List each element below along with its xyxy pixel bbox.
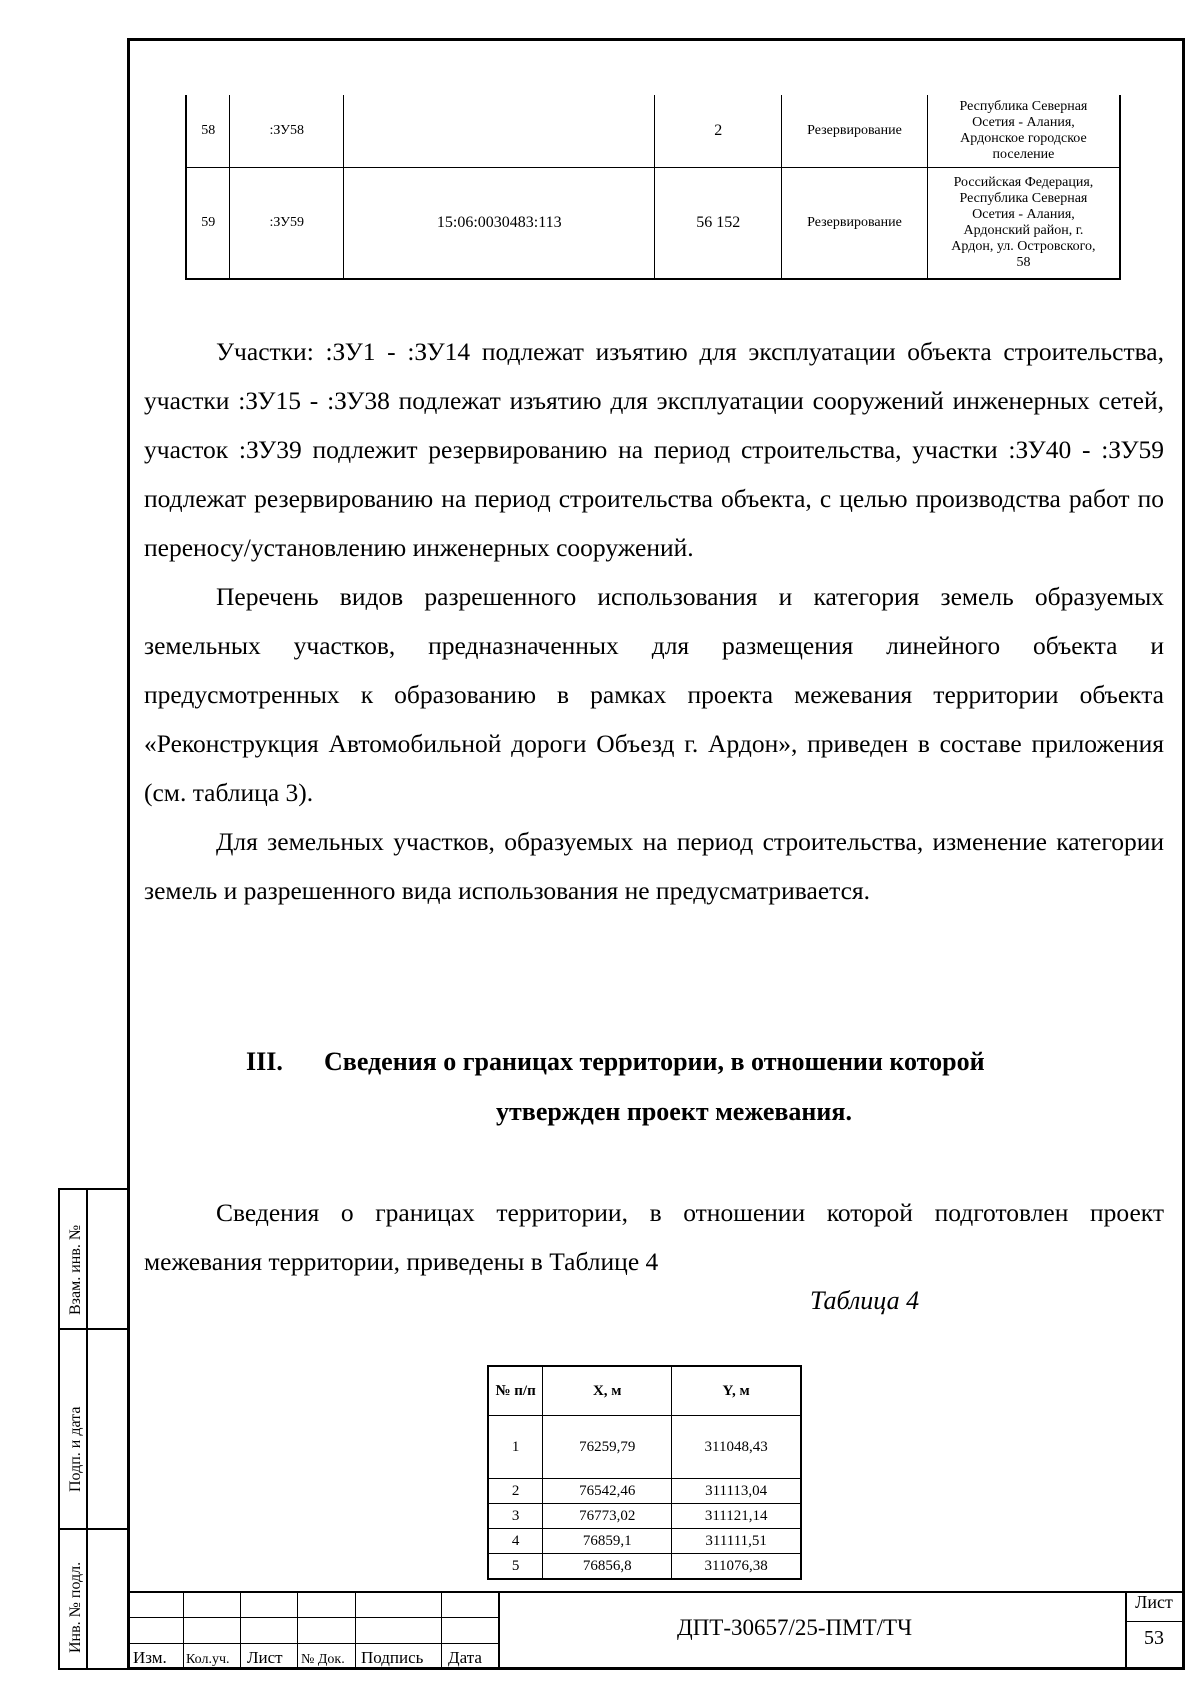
- cell-number: 5: [488, 1554, 543, 1580]
- address-line: Республика Северная: [959, 98, 1088, 114]
- cell-plot-id: :ЗУ59: [230, 167, 344, 279]
- address-line: Республика Северная: [959, 190, 1088, 206]
- cell-x: 76542,46: [543, 1479, 672, 1504]
- label-date: Дата: [448, 1648, 482, 1667]
- paragraph: Перечень видов разрешенного использования и категория земель образуемых земельных участков, предназначенных для размещения линейного объекта и предусмотренных к образованию в рамках проекта межевания территории объекта «Реконструкция Автомобильной дороги Объезд г. Ардон», приведен в составе приложения (см. таблица 3).: [144, 582, 1164, 807]
- paragraph: Сведения о границах территории, в отношении которой подготовлен проект межевания территории, приведены в Таблице 4: [144, 1198, 1164, 1276]
- header-number: № п/п: [488, 1366, 543, 1416]
- address-line: Осетия - Алания,: [972, 114, 1075, 130]
- cell-number: 1: [488, 1416, 543, 1479]
- address-line: поселение: [992, 146, 1055, 162]
- title-block-col-line: [183, 1591, 184, 1670]
- section-number: III.: [246, 1047, 283, 1076]
- table-header-row: [488, 1366, 801, 1416]
- address-line: Российская Федерация,: [953, 174, 1094, 190]
- header-y: Y, м: [672, 1366, 801, 1416]
- header-x: X, м: [543, 1366, 672, 1416]
- cell-number: 4: [488, 1529, 543, 1554]
- title-block-col-line: [498, 1591, 500, 1670]
- side-stamp-podp: Подп. и дата: [67, 1406, 84, 1492]
- cell-number: 3: [488, 1504, 543, 1529]
- table-row: [488, 1529, 801, 1554]
- section-heading: [144, 1037, 1164, 1137]
- title-block-col-line: [441, 1591, 442, 1670]
- table-row: [186, 95, 1120, 167]
- side-stamp-line: [58, 1328, 127, 1330]
- side-stamp-line: [58, 1668, 127, 1670]
- body-text-2: [144, 1188, 1164, 1286]
- cell-number: 2: [488, 1479, 543, 1504]
- cell-y: 311076,38: [672, 1554, 801, 1580]
- table-row: [488, 1554, 801, 1580]
- label-izm: Изм.: [133, 1648, 167, 1667]
- cell-x: 76859,1: [543, 1529, 672, 1554]
- cell-purpose: Резервирование: [782, 167, 928, 279]
- cell-y: 311121,14: [672, 1504, 801, 1529]
- cell-cadastral: [344, 95, 655, 167]
- cell-y: 311113,04: [672, 1479, 801, 1504]
- cell-y: 311048,43: [672, 1416, 801, 1479]
- document-code: ДПТ-30657/25-ПМТ/ТЧ: [677, 1615, 913, 1640]
- side-stamp-vzam: Взам. инв. №: [67, 1224, 84, 1315]
- label-kol-uch: Кол.уч.: [186, 1652, 230, 1667]
- cell-address: [927, 95, 1120, 167]
- table-row: [488, 1416, 801, 1479]
- table-row: [186, 167, 1120, 279]
- cell-y: 311111,51: [672, 1529, 801, 1554]
- cell-cadastral: 15:06:0030483:113: [344, 167, 655, 279]
- body-text: [144, 327, 1164, 915]
- side-stamp-border: [58, 1188, 60, 1670]
- label-doc-number: № Док.: [301, 1652, 345, 1667]
- paragraph: Для земельных участков, образуемых на период строительства, изменение категории земель и разрешенного вида использования не предусматривается.: [144, 827, 1164, 905]
- side-stamp-line: [58, 1528, 127, 1530]
- cell-area: 2: [655, 95, 782, 167]
- title-block-top-line: [127, 1591, 1185, 1593]
- paragraph: Участки: :ЗУ1 - :ЗУ14 подлежат изъятию для эксплуатации объекта строительства, участки :ЗУ15 - :ЗУ38 подлежат изъятию для эксплуатации сооружений инженерных сетей, участок :ЗУ39 подлежит резервированию на период строительства, участки :ЗУ40 - :ЗУ59 подлежат резервированию на период строительства объекта, с целью производства работ по переносу/установлению инженерных сооружений.: [144, 337, 1164, 562]
- coordinates-table: [487, 1365, 802, 1580]
- side-stamp-line: [58, 1188, 127, 1190]
- title-block-col-line: [240, 1591, 241, 1670]
- address-line: Ардонское городское: [960, 130, 1087, 146]
- table-row: [488, 1479, 801, 1504]
- cell-plot-id: :ЗУ58: [230, 95, 344, 167]
- address-line: Ардон, ул. Островского,: [951, 238, 1096, 254]
- cell-x: 76259,79: [543, 1416, 672, 1479]
- title-block-sheet-line: [1125, 1621, 1185, 1622]
- table-caption: Таблица 4: [810, 1286, 920, 1315]
- address-line: Осетия - Алания,: [972, 206, 1075, 222]
- address-line: Ардонский район, г.: [963, 222, 1084, 238]
- side-stamp: [58, 1188, 127, 1670]
- side-stamp-divider: [86, 1188, 88, 1670]
- heading-line-1: Сведения о границах территории, в отношении которой: [324, 1047, 985, 1076]
- heading-line-2: утвержден проект межевания.: [496, 1097, 852, 1126]
- title-block-col-line: [355, 1591, 356, 1670]
- cell-x: 76773,02: [543, 1504, 672, 1529]
- cell-purpose: Резервирование: [782, 95, 928, 167]
- cell-number: 59: [186, 167, 230, 279]
- title-block-col-line: [297, 1591, 298, 1670]
- title-block: [127, 1591, 1185, 1670]
- table-row: [488, 1504, 801, 1529]
- cell-area: 56 152: [655, 167, 782, 279]
- cell-number: 58: [186, 95, 230, 167]
- label-list: Лист: [247, 1648, 283, 1667]
- plots-table: [185, 95, 1121, 280]
- side-stamp-inv: Инв. № подл.: [67, 1561, 84, 1653]
- label-signature: Подпись: [361, 1648, 424, 1667]
- address-line: 58: [1016, 254, 1031, 270]
- sheet-label: Лист: [1135, 1592, 1173, 1612]
- sheet-number: 53: [1144, 1627, 1164, 1649]
- cell-x: 76856,8: [543, 1554, 672, 1580]
- cell-address: [927, 167, 1120, 279]
